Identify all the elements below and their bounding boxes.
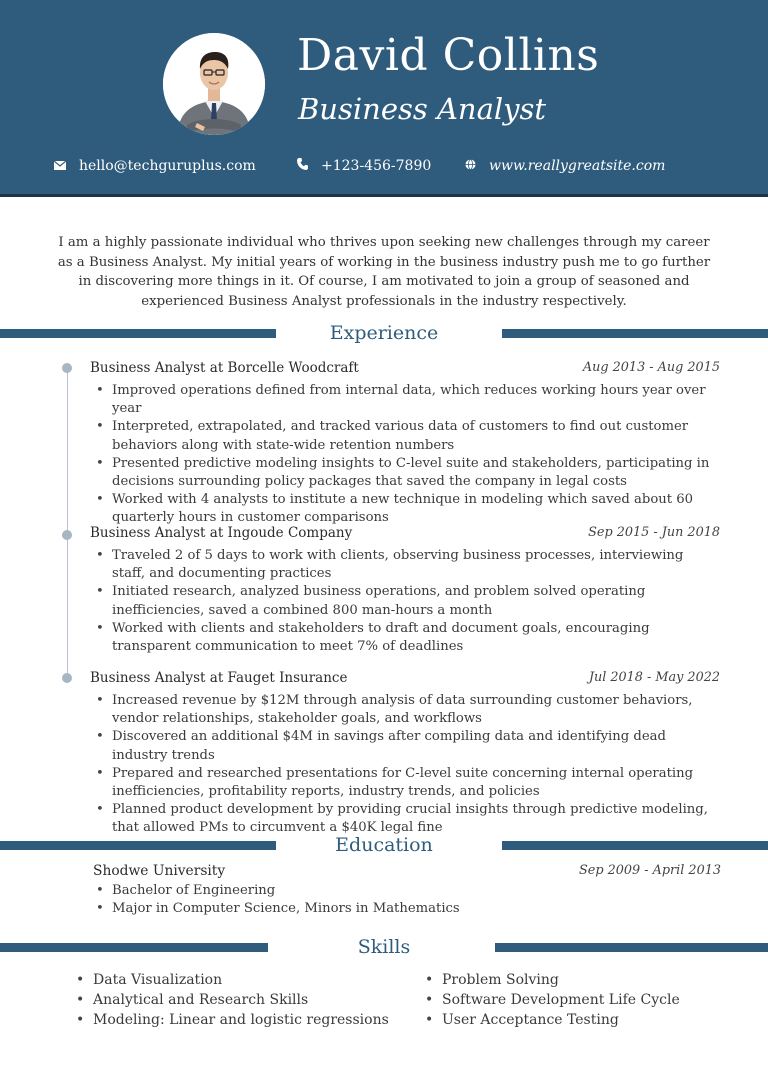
candidate-title: Business Analyst	[298, 92, 547, 126]
list-item: • Planned product development by providing crucial insights through predictive modeling, that allowed PMs to circumvent a $40K legal fine	[90, 801, 720, 837]
education-bullets	[90, 882, 721, 918]
skills-heading: Skills	[357, 936, 411, 958]
globe-icon	[465, 158, 476, 174]
phone-text: +123-456-7890	[321, 158, 432, 174]
skill-item: • Data Visualization	[76, 970, 389, 990]
job-bullets	[90, 692, 720, 838]
list-item: • Interpreted, extrapolated, and tracked various data of customers to find out customer behaviors along with state-wide retention numbers	[90, 418, 720, 454]
candidate-name: David Collins	[297, 30, 600, 81]
job-entry	[90, 525, 720, 656]
skill-item: • Modeling: Linear and logistic regressions	[76, 1010, 389, 1030]
list-item: • Prepared and researched presentations for C-level suite concerning internal operating inefficiencies, profitability reports, industry trends, and policies	[90, 765, 720, 801]
job-dates: Jul 2018 - May 2022	[588, 670, 720, 685]
job-entry	[90, 360, 720, 528]
contact-website[interactable]	[465, 158, 665, 174]
avatar	[163, 33, 265, 135]
skill-item: • Software Development Life Cycle	[425, 990, 680, 1010]
timeline-dot	[62, 530, 72, 540]
phone-icon	[297, 158, 308, 174]
skill-item: • User Acceptance Testing	[425, 1010, 680, 1030]
list-item: • Improved operations defined from internal data, which reduces working hours year over year	[90, 382, 720, 418]
job-dates: Sep 2015 - Jun 2018	[588, 525, 720, 540]
education-entry	[93, 863, 721, 918]
envelope-icon	[54, 158, 66, 174]
job-entry	[90, 670, 720, 838]
timeline-dot	[62, 673, 72, 683]
education-dates: Sep 2009 - April 2013	[579, 863, 721, 878]
list-item: • Initiated research, analyzed business operations, and problem solved operating inefficiencies, saved a combined 800 man-hours a month	[90, 583, 720, 619]
profile-photo	[163, 33, 265, 135]
list-item: • Discovered an additional $4M in savings after compiling data and identifying dead industry trends	[90, 728, 720, 764]
list-item: • Presented predictive modeling insights to C-level suite and stakeholders, participating in decisions surrounding policy packages that saved the company in legal costs	[90, 455, 720, 491]
job-bullets	[90, 547, 720, 656]
timeline-dot	[62, 363, 72, 373]
skill-item: • Analytical and Research Skills	[76, 990, 389, 1010]
website-text: www.reallygreatsite.com	[489, 158, 666, 174]
contact-email[interactable]	[54, 158, 256, 174]
experience-heading: Experience	[329, 322, 439, 344]
job-role: Business Analyst at Fauget Insurance	[90, 670, 348, 686]
list-item: • Major in Computer Science, Minors in Mathematics	[90, 900, 721, 918]
skills-column-left	[76, 970, 389, 1030]
list-item: • Bachelor of Engineering	[90, 882, 721, 900]
contact-phone[interactable]	[297, 158, 431, 174]
list-item: • Traveled 2 of 5 days to work with clients, observing business processes, interviewing staff, and documenting practices	[90, 547, 720, 583]
email-text: hello@techguruplus.com	[79, 158, 256, 174]
list-item: • Increased revenue by $12M through analysis of data surrounding customer behaviors, vendor relationships, stakeholder goals, and workflows	[90, 692, 720, 728]
education-heading: Education	[335, 834, 433, 856]
job-bullets	[90, 382, 720, 528]
profile-summary: I am a highly passionate individual who thrives upon seeking new challenges through my career as a Business Analyst. My initial years of working in the business industry push me to go further in discovering more things in it. Of course, I am motivated to join a group of seasoned and experienced Business Analyst professionals in the industry respectively.	[57, 235, 711, 309]
skills-column-right	[425, 970, 680, 1030]
list-item: • Worked with 4 analysts to institute a new technique in modeling which saved about 60 quarterly hours in customer comparisons	[90, 491, 720, 527]
job-dates: Aug 2013 - Aug 2015	[582, 360, 720, 375]
resume-header	[0, 0, 768, 197]
school-name: Shodwe University	[93, 863, 226, 879]
job-role: Business Analyst at Borcelle Woodcraft	[90, 360, 359, 376]
job-role: Business Analyst at Ingoude Company	[90, 525, 353, 541]
skill-item: • Problem Solving	[425, 970, 680, 990]
timeline-line	[67, 368, 68, 678]
list-item: • Worked with clients and stakeholders to draft and document goals, encouraging transparent communication to meet 7% of deadlines	[90, 620, 720, 656]
